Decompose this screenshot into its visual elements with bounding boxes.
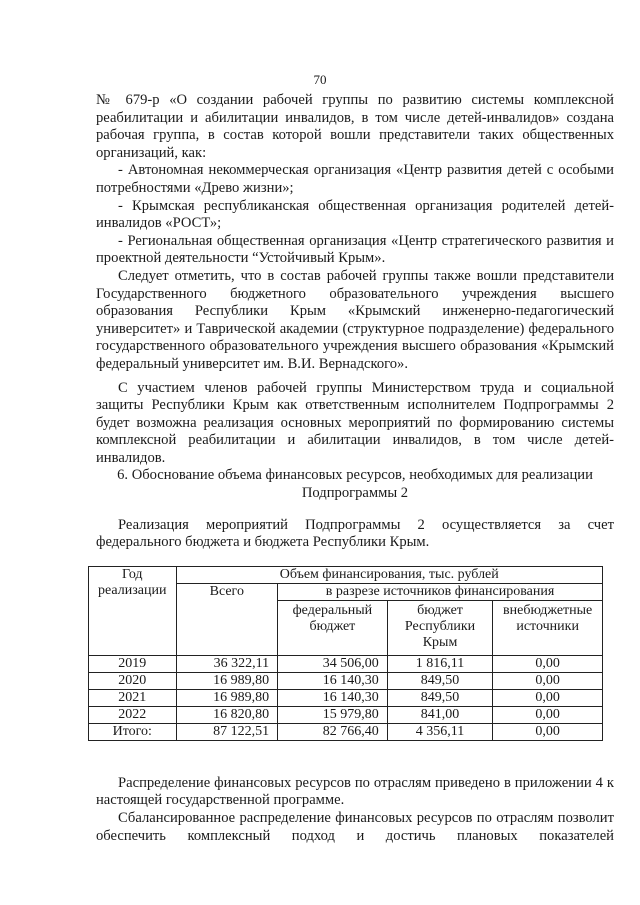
list-item: - Крымская республиканская общественная организация родителей детей-инвалидов «РОСТ»;: [96, 197, 614, 232]
table-row: [89, 672, 603, 689]
cell-year: 2020: [89, 672, 177, 689]
table-row: [89, 689, 603, 706]
cell-regional: 849,50: [387, 672, 493, 689]
table-total-row: [89, 723, 603, 740]
paragraph: Реализация мероприятий Подпрограммы 2 осуществляется за счет федерального бюджета и бюджета Республики Крым.: [96, 516, 614, 551]
cell-extra: 0,00: [493, 689, 603, 706]
header-year: Год реализации: [89, 566, 177, 655]
cell-federal: 82 766,40: [278, 723, 388, 740]
header-total: Всего: [176, 583, 278, 655]
header-extra: внебюджетные источники: [493, 600, 603, 655]
cell-extra: 0,00: [493, 672, 603, 689]
paragraph: Следует отметить, что в состав рабочей группы также вошли представители Государственного бюджетного образовательного учреждения высшего образования Республики Крым «Крымский инженерно-педагогический университет» и Таврической академии (структурное подразделение) федерального государственного образовательного учреждения высшего образования «Крымский федеральный университет им. В.И. Вернадского».: [96, 267, 614, 372]
list-item: - Региональная общественная организация «Центр стратегического развития и проектной деятельности “Устойчивый Крым».: [96, 232, 614, 267]
cell-regional: 4 356,11: [387, 723, 493, 740]
cell-federal: 15 979,80: [278, 706, 388, 723]
cell-federal: 16 140,30: [278, 672, 388, 689]
cell-federal: 16 140,30: [278, 689, 388, 706]
cell-regional: 1 816,11: [387, 655, 493, 672]
header-by-sources: в разрезе источников финансирования: [278, 583, 603, 600]
cell-extra: 0,00: [493, 655, 603, 672]
cell-year: 2022: [89, 706, 177, 723]
section-heading: 6. Обоснование объема финансовых ресурсов, необходимых для реализации: [117, 467, 593, 484]
cell-federal: 34 506,00: [278, 655, 388, 672]
cell-year: 2021: [89, 689, 177, 706]
cell-total: 87 122,51: [176, 723, 278, 740]
document-body: [96, 92, 614, 845]
cell-total: 16 989,80: [176, 672, 278, 689]
page-number: 70: [313, 72, 327, 87]
cell-total: 16 820,80: [176, 706, 278, 723]
paragraph: Распределение финансовых ресурсов по отраслям приведено в приложении 4 к настоящей государственной программе.: [96, 774, 614, 809]
cell-regional: 841,00: [387, 706, 493, 723]
list-item: - Автономная некоммерческая организация «Центр развития детей с особыми потребностями «Древо жизни»;: [96, 162, 614, 196]
paragraph: Сбалансированное распределение финансовых ресурсов по отраслям позволит обеспечить комплексный подход и достичь плановых показателей: [96, 810, 614, 844]
header-volume: Объем финансирования, тыс. рублей: [176, 566, 603, 583]
table-row: [89, 655, 603, 672]
cell-year: 2019: [89, 655, 177, 672]
cell-total: 16 989,80: [176, 689, 278, 706]
cell-extra: 0,00: [493, 706, 603, 723]
cell-total: 36 322,11: [176, 655, 278, 672]
section-heading-continued: Подпрограммы 2: [301, 485, 409, 502]
cell-year: Итого:: [89, 723, 177, 740]
header-federal: федеральный бюджет: [278, 600, 388, 655]
financing-table: [88, 566, 603, 741]
header-regional: бюджет Республики Крым: [387, 600, 493, 655]
paragraph: № 679-р «О создании рабочей группы по развитию системы комплексной реабилитации и абилитации инвалидов, в том числе детей-инвалидов» создана рабочая группа, в состав которой вошли представители таких общественных организаций, как:: [96, 92, 614, 161]
paragraph: С участием членов рабочей группы Министерством труда и социальной защиты Республики Крым как ответственным исполнителем Подпрограммы 2 будет возможна реализация основных мероприятий по формированию системы комплексной реабилитации и абилитации инвалидов, в том числе детей-инвалидов.: [96, 379, 614, 466]
cell-regional: 849,50: [387, 689, 493, 706]
table-row: [89, 706, 603, 723]
cell-extra: 0,00: [493, 723, 603, 740]
